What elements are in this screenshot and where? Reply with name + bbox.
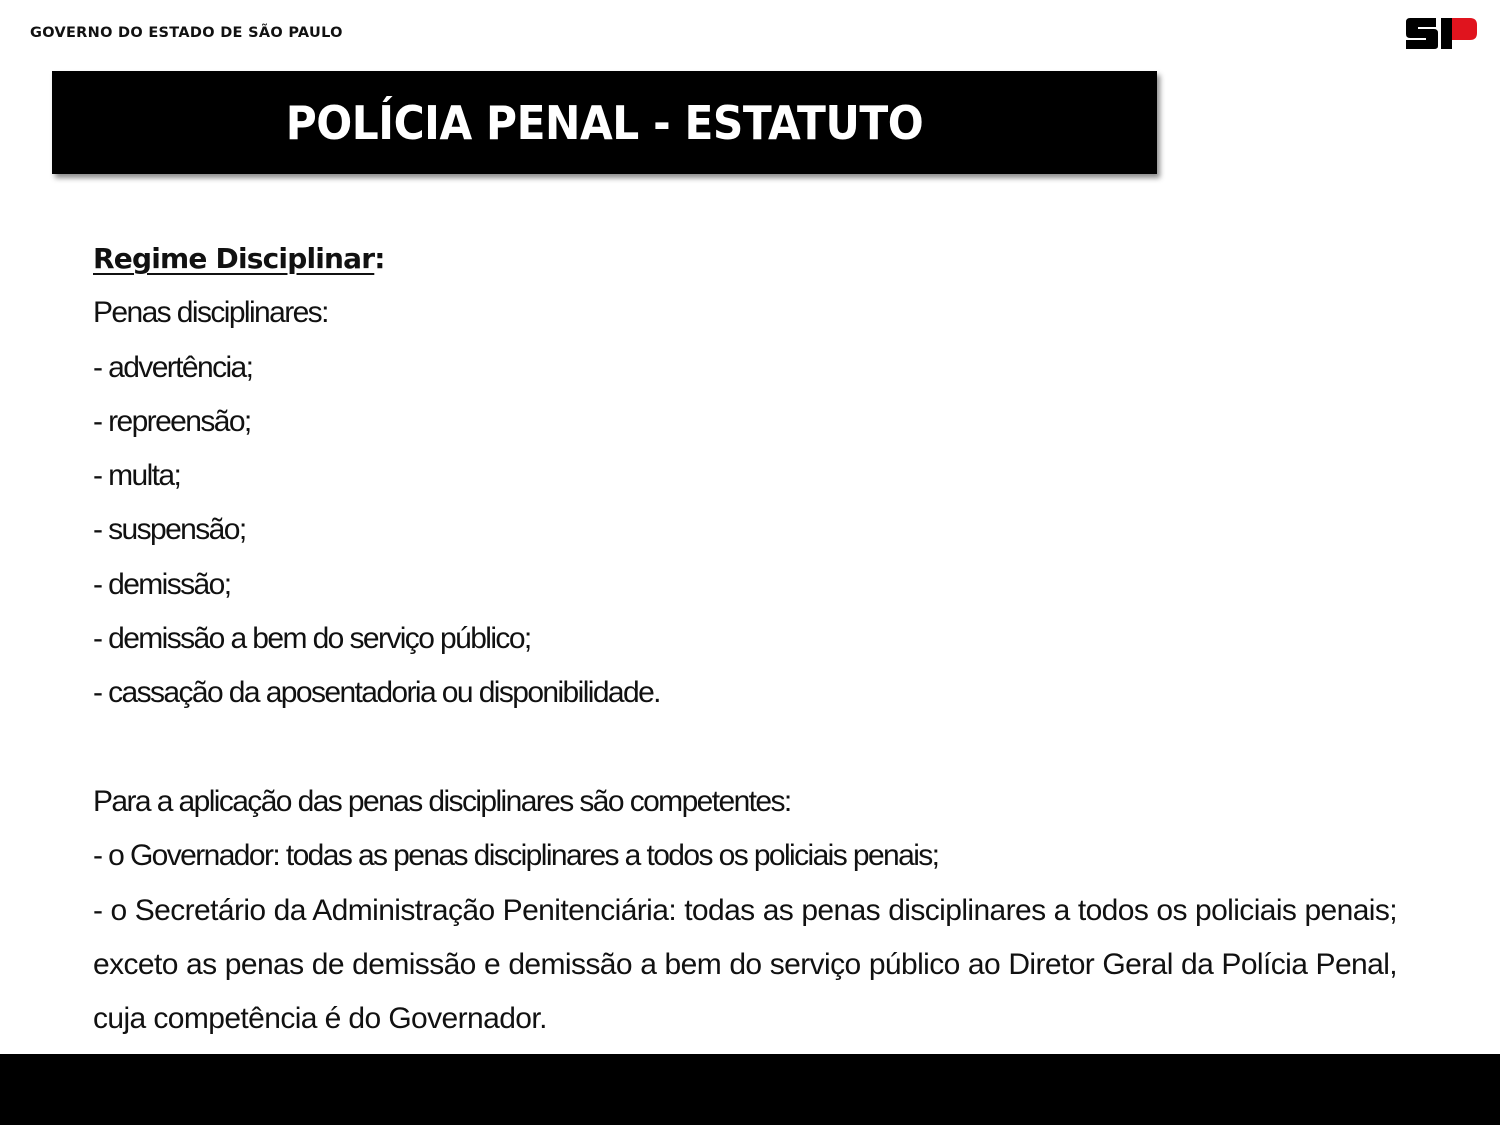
section-heading-colon: : [374,242,385,275]
slide-title: POLÍCIA PENAL - ESTATUTO [285,96,924,150]
paragraph-spacer [93,721,1397,775]
penalty-item: - repreensão; [93,404,251,438]
sp-logo-icon [1404,16,1478,50]
slide-content [93,232,1397,1046]
competence-item: - o Governador: todas as penas disciplinares a todos os policiais penais; [93,839,939,873]
title-bar [52,71,1157,174]
penalty-item: - demissão; [93,567,231,601]
penalty-item: - advertência; [93,350,253,384]
penalties-intro: Penas disciplinares: [93,296,328,330]
penalty-item: - multa; [93,459,181,493]
penalty-item: - cassação da aposentadoria ou disponibilidade. [93,676,660,710]
competence-item: - o Secretário da Administração Penitenciária: todas as penas disciplinares a todos os policiais penais; exceto as penas de demissão e demissão a bem do serviço público ao Diretor Geral da Polícia Penal, cuja competência é do Governador. [93,893,1397,1036]
competence-intro: Para a aplicação das penas disciplinares são competentes: [93,784,791,818]
government-header: GOVERNO DO ESTADO DE SÃO PAULO [30,25,343,41]
penalty-item: - suspensão; [93,513,246,547]
section-heading-text: Regime Disciplinar [93,242,375,275]
section-heading [93,232,1397,286]
penalty-item: - demissão a bem do serviço público; [93,622,531,656]
footer-bar [0,1054,1500,1125]
